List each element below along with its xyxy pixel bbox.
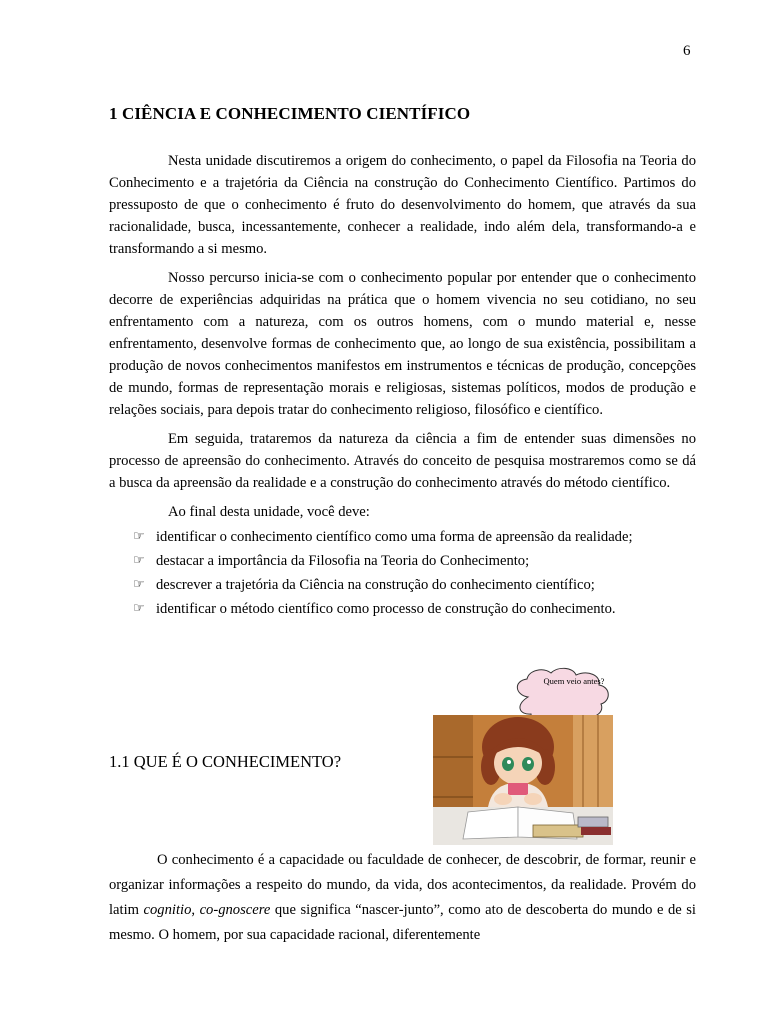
body-paragraph xyxy=(109,848,696,948)
list-item xyxy=(133,549,696,573)
pointing-hand-icon: ☞ xyxy=(133,529,145,544)
objective-text: identificar o método científico como processo de construção do conhecimento. xyxy=(156,601,616,617)
study-scene xyxy=(433,715,613,845)
objective-text: identificar o conhecimento científico como uma forma de apreensão da realidade; xyxy=(156,529,633,545)
objectives-list xyxy=(109,525,696,621)
intro-paragraph-2: Nosso percurso inicia-se com o conhecimento popular por entender que o conhecimento decorre de experiências adquiridas na prática que o homem vivencia no seu cotidiano, no seu enfrentamento com a natureza, com os outros homens, com o mundo material e, nesse enfrentamento, desenvolve formas de conhecimento que, ao longo de sua existência, possibilitam a produção de novos conhecimentos manifestos em instrumentos e técnicas de produção, concepções de mundo, formas de representação morais e religiosas, sistemas políticos, modos de produção e relações sociais, para depois tratar do conhecimento religioso, filosófico e científico. xyxy=(109,270,696,418)
body-text-part2: que significa “nascer-junto”, como ato de descoberta do mundo e de si mesmo. O homem, por sua capacidade racional, diferentemente xyxy=(109,902,696,943)
objective-text: descrever a trajetória da Ciência na construção do conhecimento científico; xyxy=(156,577,595,593)
pointing-hand-icon: ☞ xyxy=(133,553,145,568)
page-number: 6 xyxy=(683,43,691,59)
list-item xyxy=(133,525,696,549)
chapter-title: 1 CIÊNCIA E CONHECIMENTO CIENTÍFICO xyxy=(109,104,471,123)
pointing-hand-icon: ☞ xyxy=(133,601,145,616)
list-item xyxy=(133,573,696,597)
section-title: 1.1 QUE É O CONHECIMENTO? xyxy=(109,752,342,771)
latin-term-cognitio: cognitio xyxy=(143,902,192,918)
list-item xyxy=(133,597,696,621)
body-text-separator: , xyxy=(191,902,200,918)
pointing-hand-icon: ☞ xyxy=(133,577,145,592)
objective-text: destacar a importância da Filosofia na Teoria do Conhecimento; xyxy=(156,553,530,569)
intro-paragraph-1: Nesta unidade discutiremos a origem do conhecimento, o papel da Filosofia na Teoria do Conhecimento e a trajetória da Ciência na construção do Conhecimento Científico. Partimos do pressuposto de que o conhecimento é fruto do desenvolvimento do homem, que através da sua racionalidade, busca, incessantemente, conhecer a realidade, indo além dela, transformando-a e transformando a si mesmo. xyxy=(109,153,696,257)
girl-studying-illustration xyxy=(433,667,638,845)
intro-paragraph-3: Em seguida, trataremos da natureza da ciência a fim de entender suas dimensões no processo de apreensão do conhecimento. Através do conceito de pesquisa mostraremos como se dá a busca da apreensão da realidade e a construção do conhecimento através do método científico. xyxy=(109,431,696,491)
intro-section xyxy=(109,150,696,621)
latin-term-co-gnoscere: co-gnoscere xyxy=(199,902,271,918)
body-text-part1: O conhecimento é a capacidade ou faculdade de conhecer, de descobrir, de formar, reunir e organizar informações a respeito do mundo, da vida, dos acontecimentos, da realidade. Provém do latim xyxy=(109,852,696,918)
objectives-intro: Ao final desta unidade, você deve: xyxy=(168,504,370,520)
speech-bubble-text: Quem veio antes? xyxy=(543,676,605,686)
body-section xyxy=(109,848,696,948)
